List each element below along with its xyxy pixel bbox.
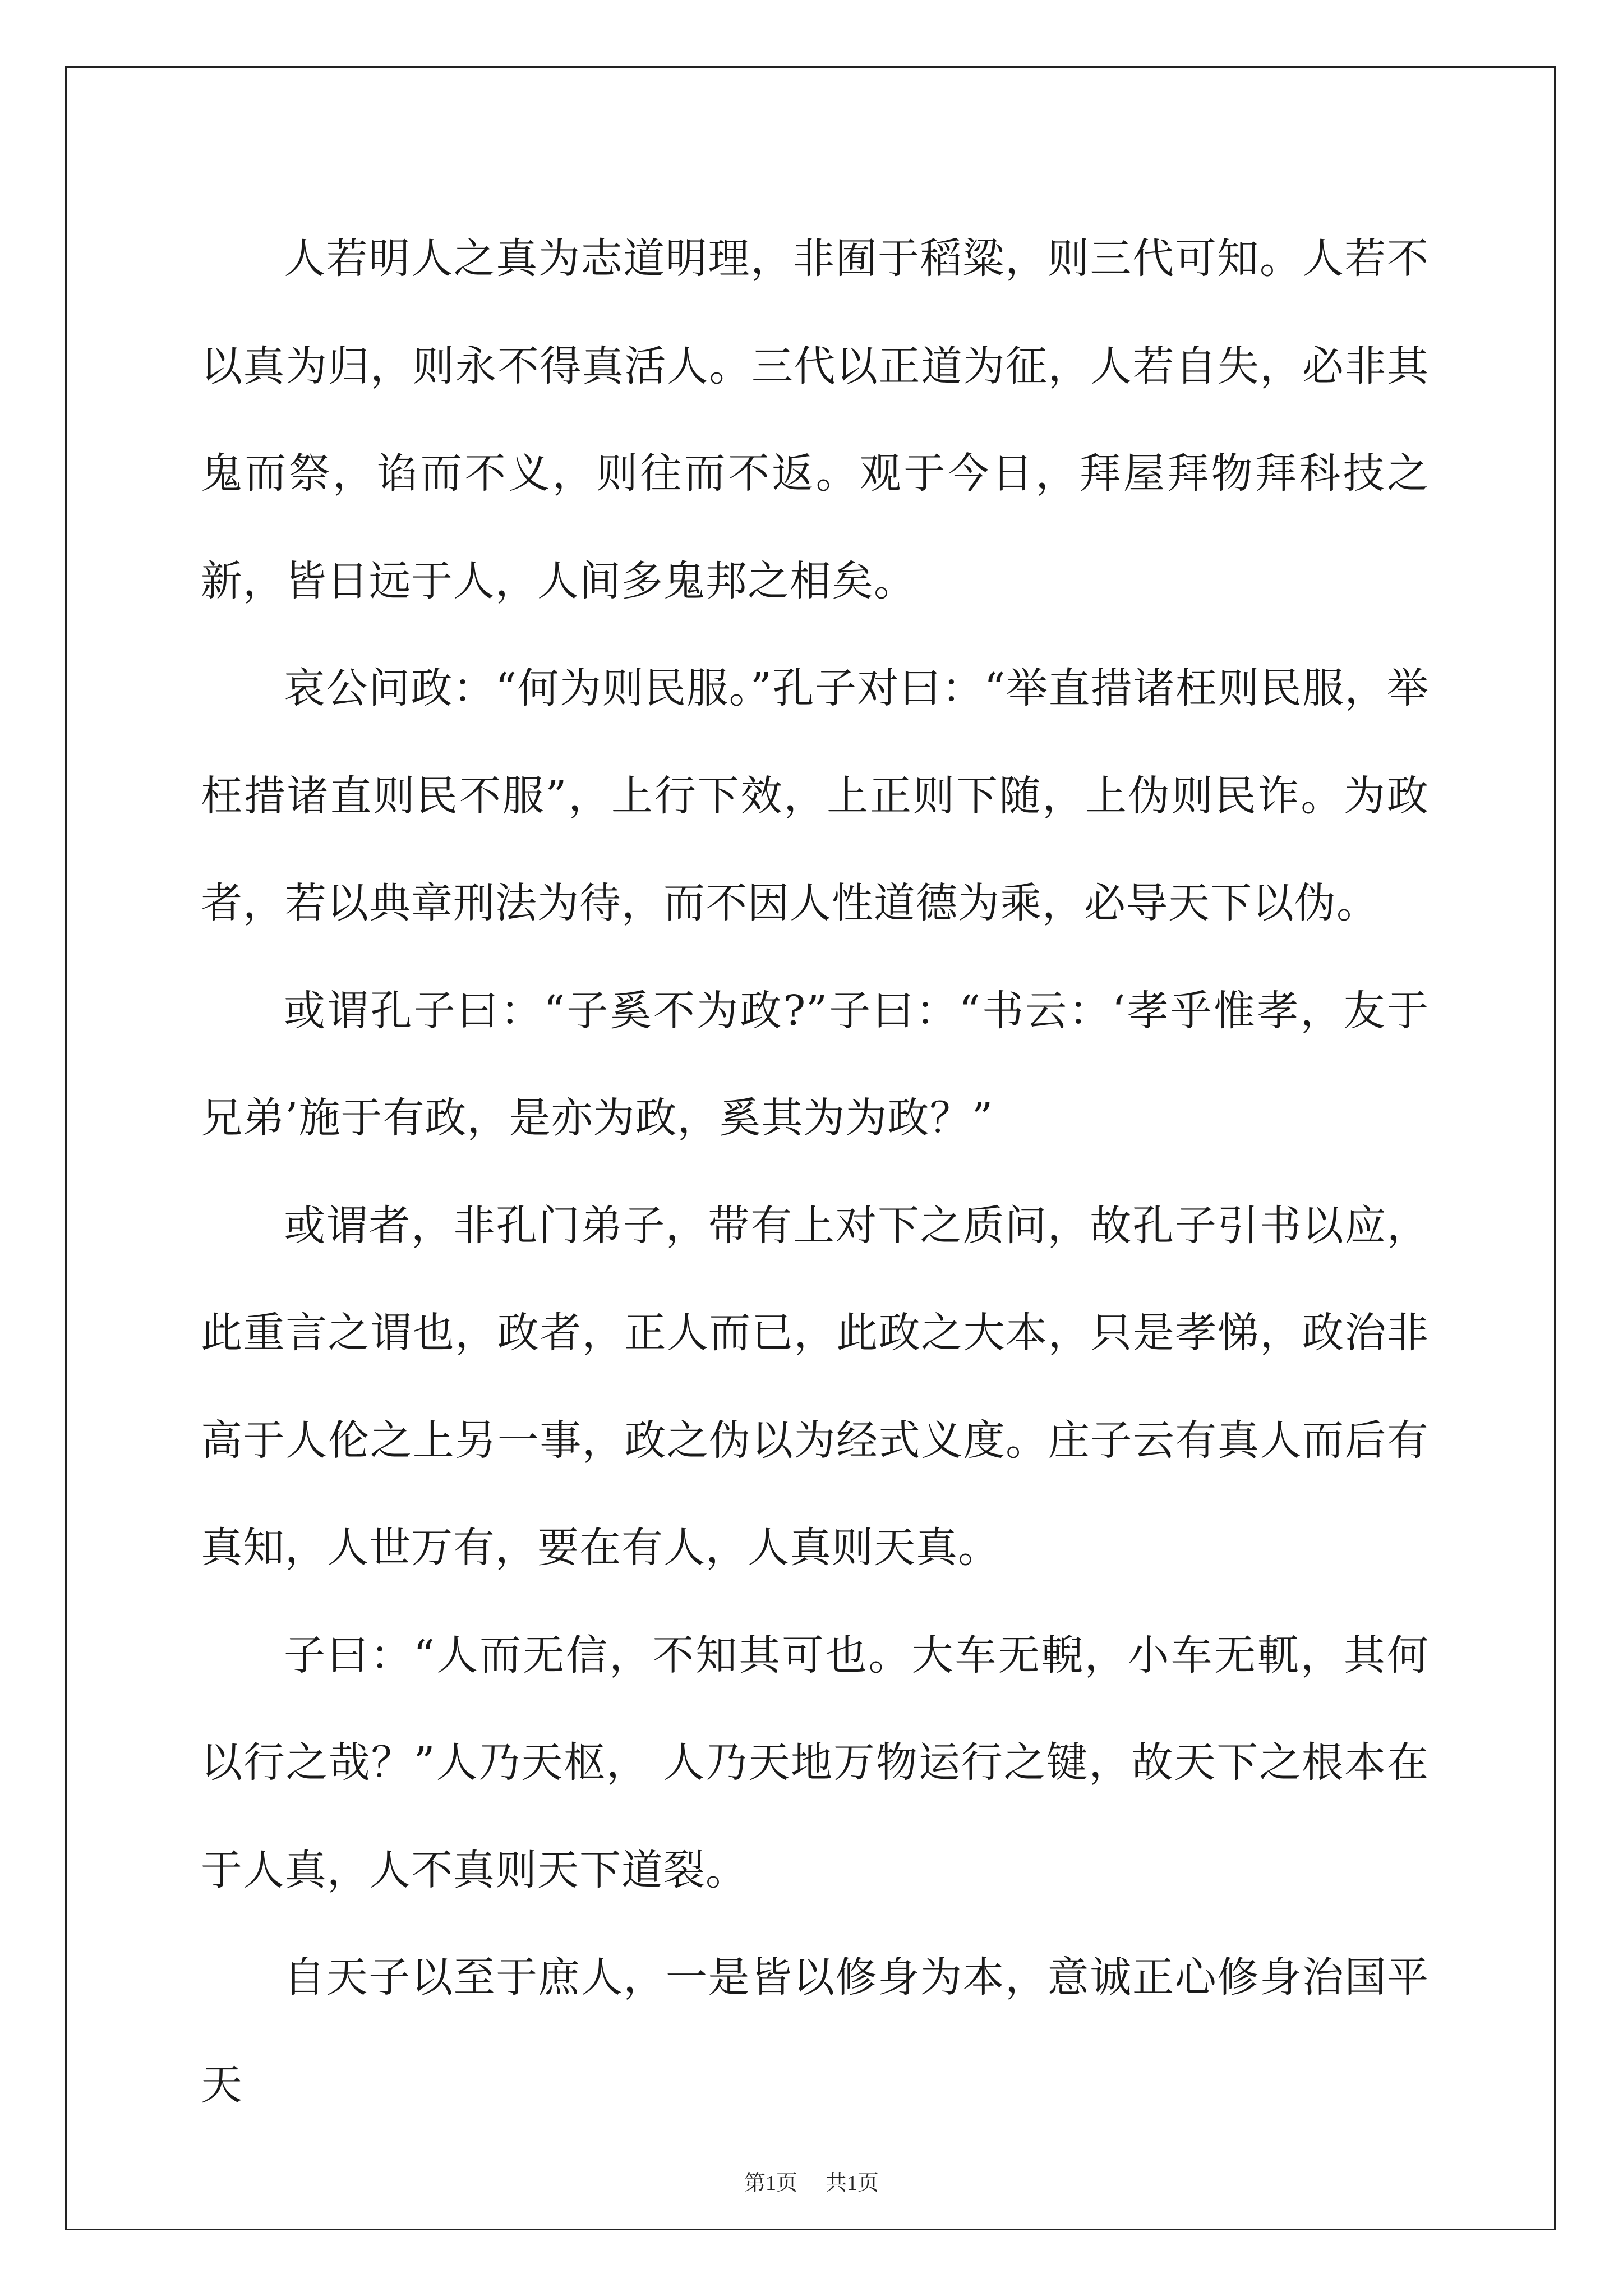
paragraph: 或谓孔子曰：“子奚不为政?”子曰：“书云：‘孝乎惟孝，友于兄弟’施于有政，是亦为政，奚其为为政？” — [201, 986, 1429, 1142]
document-body — [201, 205, 1429, 2139]
page-total: 共1页 — [826, 2171, 879, 2195]
paragraph: 哀公问政：“何为则民服。”孔子对曰：“举直措诸枉则民服，举枉措诸直则民不服”，上行下效，上正则下随，上伪则民诈。为政者，若以典章刑法为待，而不因人性道德为乘，必导天下以伪。 — [201, 664, 1429, 927]
paragraph: 人若明人之真为志道明理，非囿于稻粱，则三代可知。人若不以真为归，则永不得真活人。三代以正道为征，人若自失，必非其鬼而祭，谄而不义，则往而不返。观于今日，拜屋拜物拜科技之新，皆日远于人，人间多鬼邦之相矣。 — [201, 234, 1429, 605]
paragraph: 自天子以至于庶人，一是皆以修身为本，意诚正心修身治国平天 — [201, 1953, 1429, 2109]
page-footer — [0, 2171, 1623, 2196]
page-number: 第1页 — [744, 2171, 797, 2195]
paragraph: 或谓者，非孔门弟子，带有上对下之质问，故孔子引书以应，此重言之谓也，政者，正人而已，此政之大本，只是孝悌，政治非高于人伦之上另一事，政之伪以为经式义度。庄子云有真人而后有真知，人世万有，要在有人，人真则天真。 — [201, 1201, 1429, 1572]
paragraph: 子曰：“人而无信，不知其可也。大车无輗，小车无軏，其何以行之哉？”人乃天枢， 人乃天地万物运行之键，故天下之根本在于人真，人不真则天下道裂。 — [201, 1631, 1429, 1894]
